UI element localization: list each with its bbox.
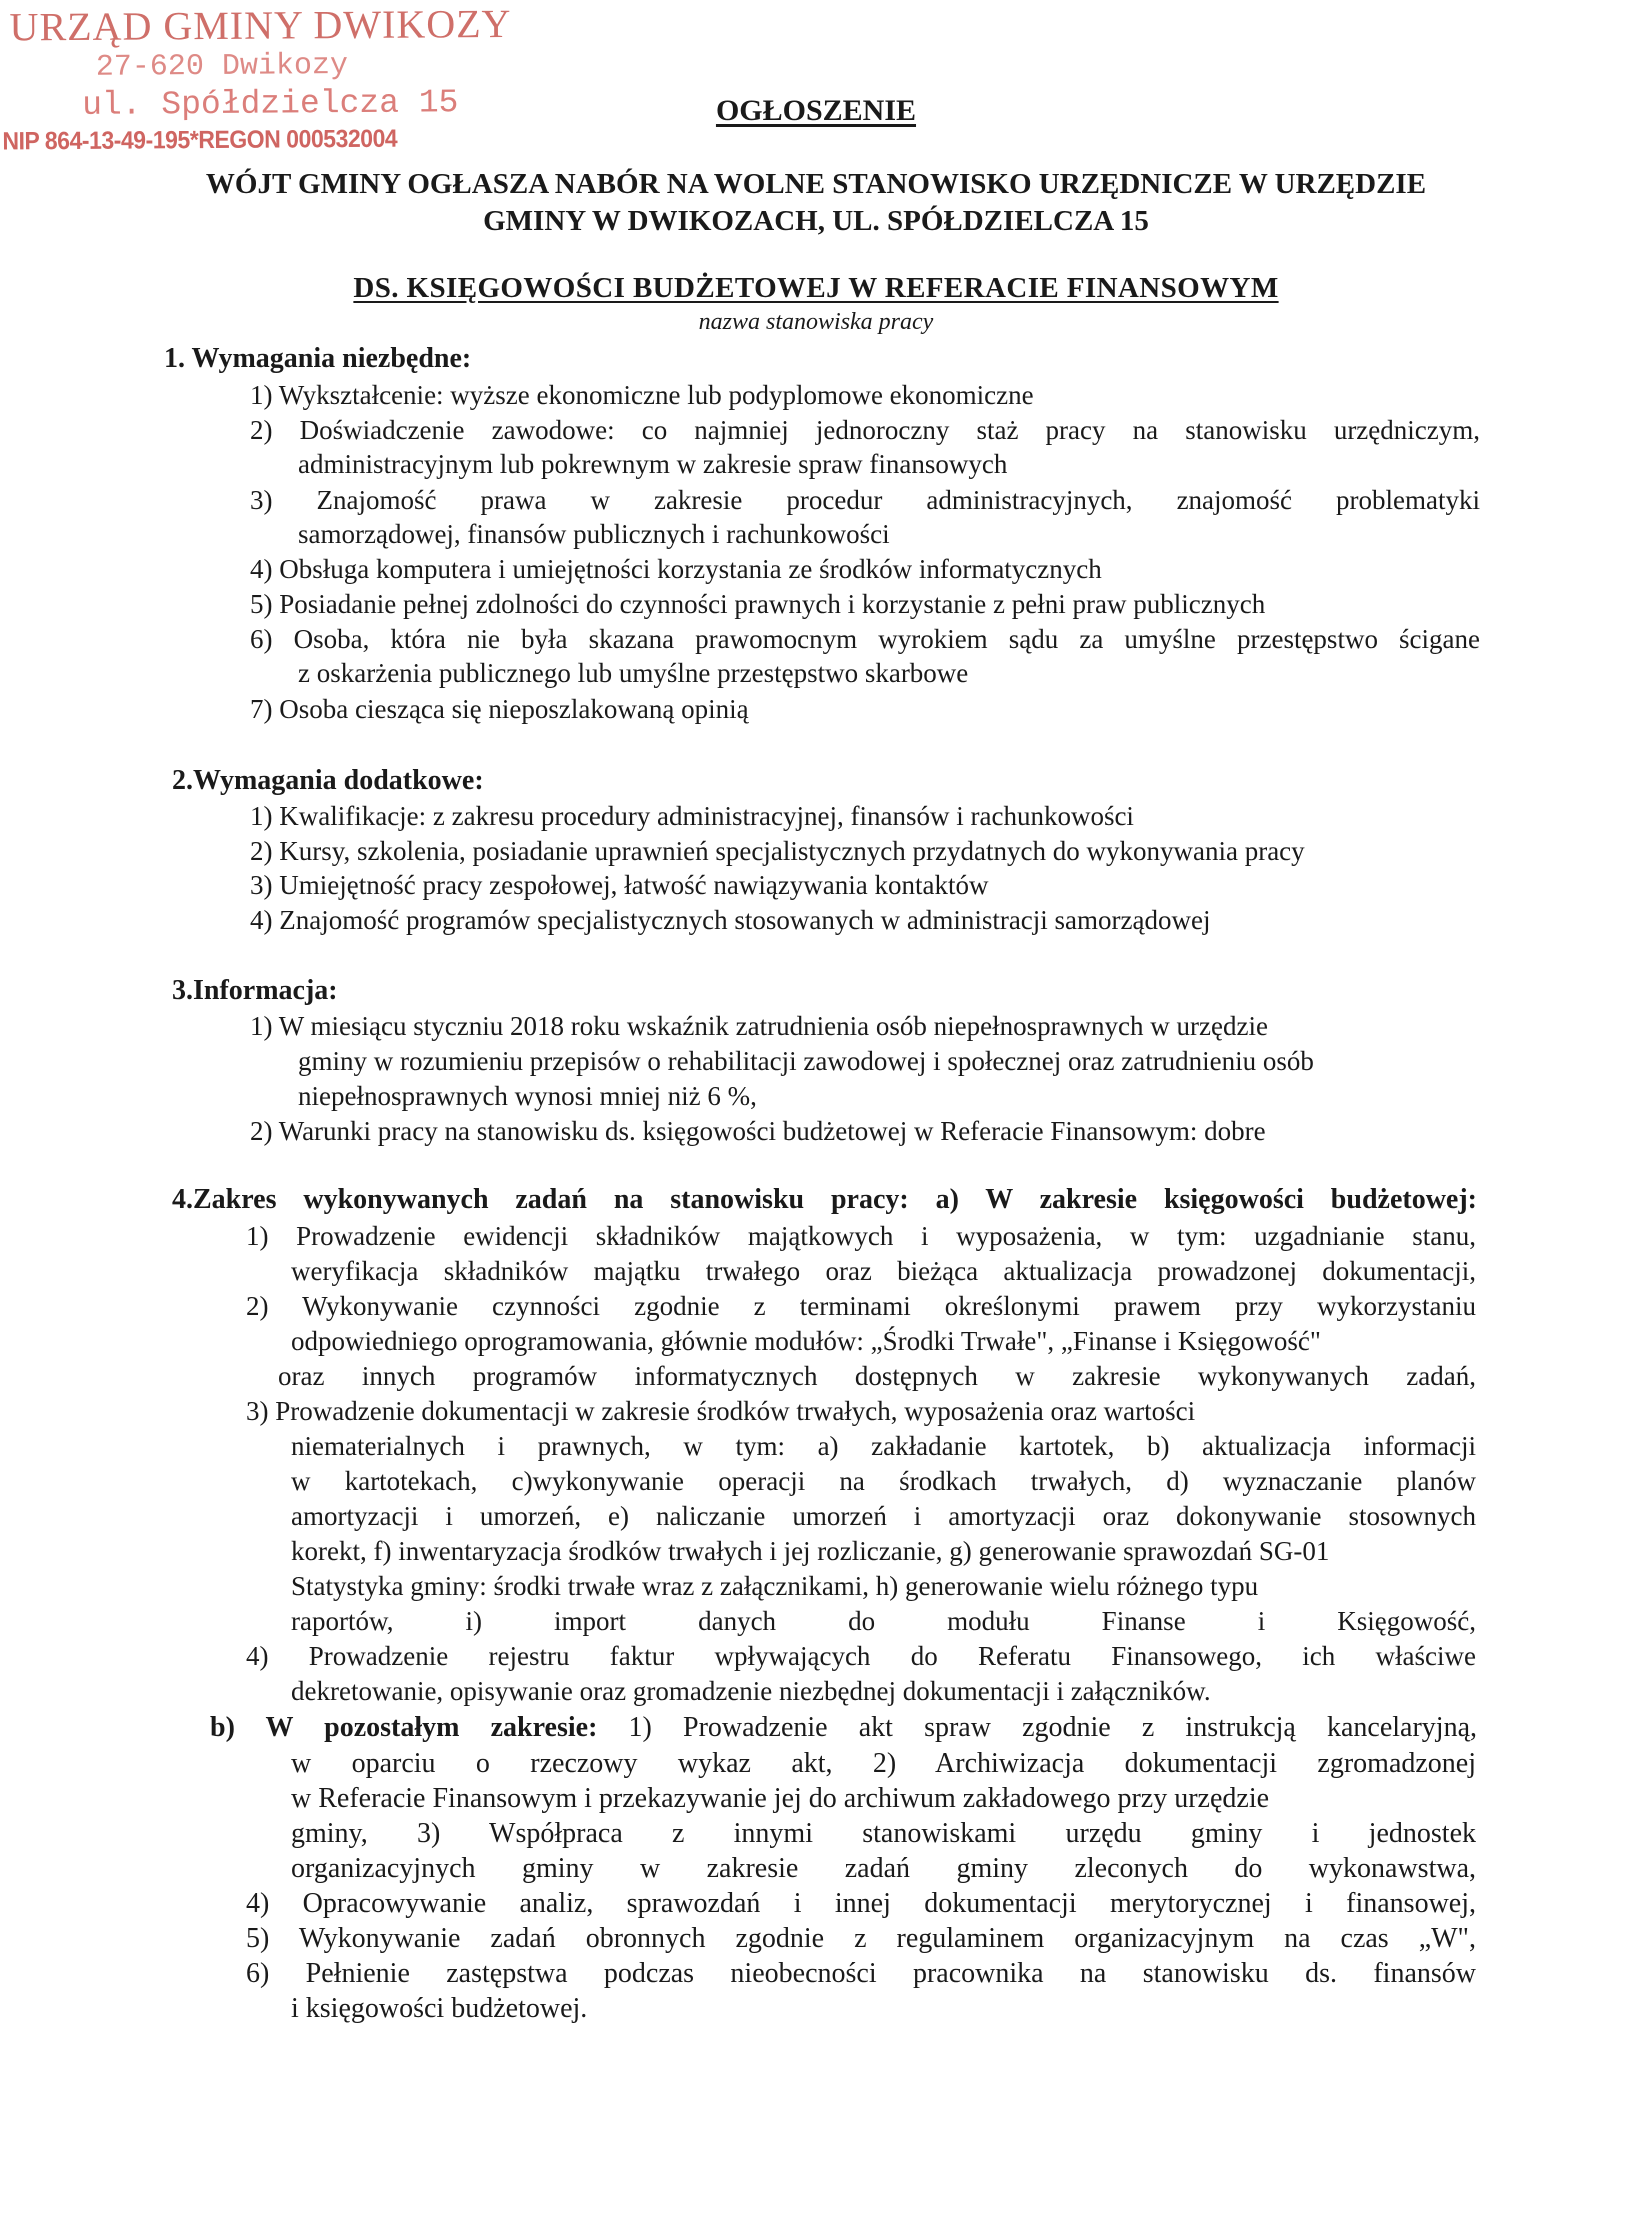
section-4b-intro: b) W pozostałym zakresie: 1) Prowadzenie akt spraw zgodnie z instrukcją kancelaryjną, [210,1712,1477,1743]
task-continuation: raportów, i) import danych do modułu Finanse i Księgowość, [291,1606,1476,1636]
list-item: 1) W miesiącu styczniu 2018 roku wskaźnik zatrudnienia osób niepełnosprawnych w urzędzie [250,1011,1268,1041]
stamp-postal-code: 27-620 Dwikozy [95,49,349,85]
list-item: 1) Wykształcenie: wyższe ekonomiczne lub podyplomowe ekonomiczne [250,380,1034,410]
office-stamp [0,0,512,171]
task-item: 4) Opracowywanie analiz, sprawozdań i innej dokumentacji merytorycznej i finansowej, [246,1888,1476,1919]
task-continuation: odpowiedniego oprogramowania, głównie modułów: „Środki Trwałe", „Finanse i Księgowość" [291,1326,1321,1356]
stamp-street: ul. Spółdzielcza 15 [82,84,459,124]
section-3-heading: 3.Informacja: [172,975,338,1006]
task-item: 6) Pełnienie zastępstwa podczas nieobecności pracownika na stanowisku ds. finansów [246,1958,1476,1989]
list-item: 2) Kursy, szkolenia, posiadanie uprawnień specjalistycznych przydatnych do wykonywania pracy [250,836,1305,866]
task-item: 5) Wykonywanie zadań obronnych zgodnie z regulaminem organizacyjnym na czas „W", [246,1923,1476,1954]
task-continuation: niematerialnych i prawnych, w tym: a) zakładanie kartotek, b) aktualizacja informacji [291,1431,1476,1461]
section-1-heading: 1. Wymagania niezbędne: [164,343,472,374]
stamp-office-name: URZĄD GMINY DWIKOZY [9,0,512,50]
task-item: 1) Prowadzenie ewidencji składników majątkowych i wyposażenia, w tym: uzgadnianie stanu, [246,1221,1476,1251]
list-item: 4) Znajomość programów specjalistycznych stosowanych w administracji samorządowej [250,905,1211,935]
list-item-continuation: z oskarżenia publicznego lub umyślne przestępstwo skarbowe [298,658,969,688]
stamp-tax-ids: NIP 864-13-49-195*REGON 000532004 [2,124,398,156]
task-continuation: dekretowanie, opisywanie oraz gromadzenie niezbędnej dokumentacji i załączników. [291,1676,1211,1706]
list-item: 7) Osoba ciesząca się nieposzlakowaną opinią [250,694,749,724]
task-continuation: w kartotekach, c)wykonywanie operacji na środkach trwałych, d) wyznaczanie planów [291,1466,1476,1496]
task-continuation: w oparciu o rzeczowy wykaz akt, 2) Archiwizacja dokumentacji zgromadzonej [291,1748,1476,1779]
list-item-continuation: administracyjnym lub pokrewnym w zakresie spraw finansowych [298,449,1008,479]
task-item: 2) Wykonywanie czynności zgodnie z terminami określonymi prawem przy wykorzystaniu [246,1291,1476,1321]
task-continuation: gminy, 3) Współpraca z innymi stanowiskami urzędu gminy i jednostek [291,1818,1476,1849]
task-continuation: i księgowości budżetowej. [291,1993,588,2024]
list-item-continuation: niepełnosprawnych wynosi mniej niż 6 %, [298,1081,757,1111]
list-item: 4) Obsługa komputera i umiejętności korzystania ze środków informatycznych [250,554,1102,584]
task-item: 4) Prowadzenie rejestru faktur wpływających do Referatu Finansowego, ich właściwe [246,1641,1476,1671]
task-continuation: organizacyjnych gminy w zakresie zadań gminy zleconych do wykonawstwa, [291,1853,1476,1884]
task-continuation: Statystyka gminy: środki trwałe wraz z załącznikami, h) generowanie wielu różnego typu [291,1571,1259,1601]
task-continuation: oraz innych programów informatycznych dostępnych w zakresie wykonywanych zadań, [278,1361,1476,1391]
list-item-continuation: samorządowej, finansów publicznych i rachunkowości [298,519,890,549]
heading-line-2: GMINY W DWIKOZACH, UL. SPÓŁDZIELCZA 15 [483,205,1149,237]
list-item: 3) Znajomość prawa w zakresie procedur administracyjnych, znajomość problematyki [250,485,1480,515]
task-continuation: korekt, f) inwentaryzacja środków trwałych i jej rozliczanie, g) generowanie sprawozdań SG-01 [291,1536,1330,1566]
heading-line-1: WÓJT GMINY OGŁASZA NABÓR NA WOLNE STANOWISKO URZĘDNICZE W URZĘDZIE [205,168,1427,200]
task-item: 3) Prowadzenie dokumentacji w zakresie środków trwałych, wyposażenia oraz wartości [246,1396,1196,1426]
list-item: 3) Umiejętność pracy zespołowej, łatwość nawiązywania kontaktów [250,870,989,900]
list-item: 2) Warunki pracy na stanowisku ds. księgowości budżetowej w Referacie Finansowym: dobre [250,1116,1266,1146]
task-continuation: weryfikacja składników majątku trwałego oraz bieżąca aktualizacja prowadzonej dokumentacji, [291,1256,1476,1286]
section-2-heading: 2.Wymagania dodatkowe: [172,765,484,796]
announcement-title: OGŁOSZENIE [715,94,917,127]
position-caption: nazwa stanowiska pracy [698,309,934,335]
list-item-continuation: gminy w rozumieniu przepisów o rehabilitacji zawodowej i społecznej oraz zatrudnieniu osób [298,1046,1314,1076]
position-name: DS. KSIĘGOWOŚCI BUDŻETOWEJ W REFERACIE FINANSOWYM [353,272,1279,304]
bold-lead: b) W pozostałym zakresie: [210,1712,598,1743]
task-continuation: amortyzacji i umorzeń, e) naliczanie umorzeń i amortyzacji oraz dokonywanie stosownych [291,1501,1476,1531]
list-item: 1) Kwalifikacje: z zakresu procedury administracyjnej, finansów i rachunkowości [250,801,1134,831]
list-item: 5) Posiadanie pełnej zdolności do czynności prawnych i korzystanie z pełni praw publicznych [250,589,1266,619]
task-continuation: w Referacie Finansowym i przekazywanie jej do archiwum zakładowego przy urzędzie [291,1783,1270,1814]
section-4-heading: 4.Zakres wykonywanych zadań na stanowisku pracy: a) W zakresie księgowości budżetowej: [172,1184,1477,1215]
list-item: 2) Doświadczenie zawodowe: co najmniej jednoroczny staż pracy na stanowisku urzędniczym, [250,415,1480,445]
announcement-heading [0,166,1632,240]
list-item: 6) Osoba, która nie była skazana prawomocnym wyrokiem sądu za umyślne przestępstwo ścigane [250,624,1480,654]
